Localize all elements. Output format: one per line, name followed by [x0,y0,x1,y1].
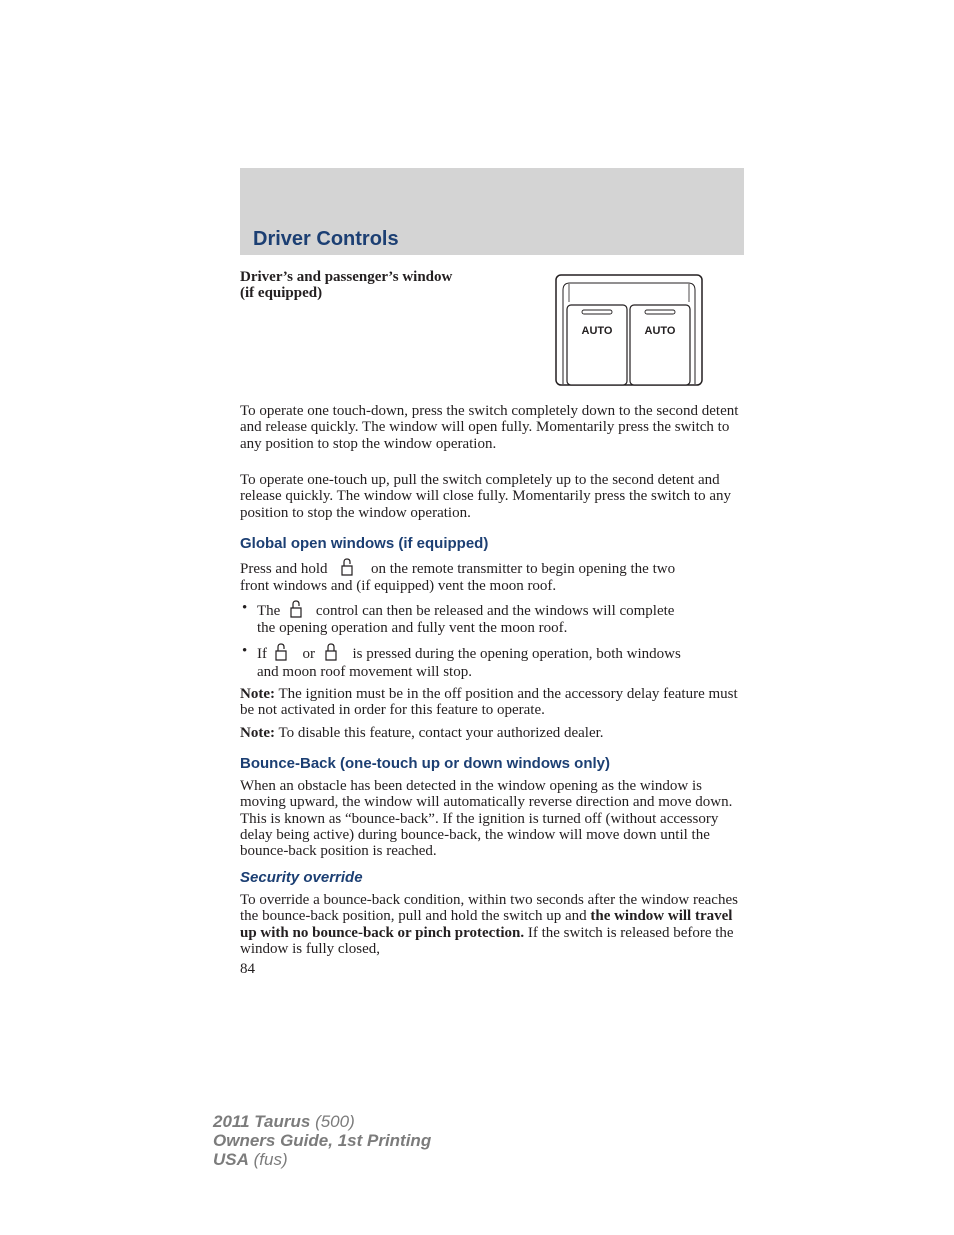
note-label: Note: [240,725,275,741]
footer-line1 [213,1112,431,1131]
bullet1-text-b: control can then be released and the windows will complete [315,603,675,619]
bullet2-or: or [302,646,315,662]
footer-line3 [213,1150,431,1169]
footer-market-code: (fus) [253,1150,288,1169]
unlock-icon [337,558,357,576]
note-label: Note: [240,686,275,702]
bullet-dot: • [242,643,248,659]
auto-label-left: AUTO [581,325,613,337]
footer-market: USA [213,1150,249,1169]
global-open-heading: Global open windows (if equipped) [240,535,489,552]
window-heading [240,269,510,301]
bounce-back-heading: Bounce-Back (one-touch up or down windows only) [240,755,610,772]
bounce-back-paragraph: When an obstacle has been detected in the window opening as the window is moving upward, the window will automatically reverse direction and move down. This is known as “bounce-back”. If the ignition is turned off (without accessory delay being active) during bounce-back, the window will move down until the bounce-back position is reached. [240,778,733,860]
unlock-icon [271,643,291,661]
note1-paragraph [240,686,744,719]
one-touch-up-paragraph: To operate one-touch up, pull the switch completely up to the second detent and release quickly. The window will close fully. Momentarily press the switch to any position to stop the window operation. [240,472,732,521]
security-text-bold: the window will travel up with no bounce-back or pinch protection. [240,908,733,941]
footer-guide: Owners Guide, 1st Printing [213,1131,432,1150]
window-switch-illustration [555,274,703,386]
bullet2-line2: and moon roof movement will stop. [257,664,472,680]
one-touch-down-paragraph: To operate one touch-down, press the switch completely down to the second detent and release quickly. The window will open fully. Momentarily press the switch to any position to stop the window operation. [240,403,739,452]
bullet-dot: • [242,600,248,616]
bullet2-text-b: is pressed during the opening operation, both windows [352,646,681,662]
global-open-line1 [240,558,675,578]
note2-text: To disable this feature, contact your authorized dealer. [278,725,604,741]
security-text-a: To override a bounce-back condition, within two seconds after the window reaches the bounce-back position, pull and hold the switch up and [240,892,738,925]
security-text-b: If the switch is released before the window is fully closed, [240,924,734,957]
bullet1-line2: the opening operation and fully vent the moon roof. [257,620,568,636]
page-number: 84 [240,961,255,977]
bullet2-line1 [257,643,681,663]
bullet1-text-a: The [257,603,281,619]
lock-icon [321,643,341,661]
note1-text: The ignition must be in the off position and the accessory delay feature must be not activated in order for this feature to operate. [240,686,738,719]
auto-label-right: AUTO [644,325,676,337]
section-title: Driver Controls [253,228,399,250]
global-open-text-b: on the remote transmitter to begin opening the two [371,561,676,577]
note2-paragraph [240,725,744,741]
bullet1-line1 [257,600,674,620]
security-override-paragraph [240,892,744,957]
footer-line2 [213,1131,431,1150]
window-heading-line2: (if equipped) [240,285,323,301]
bullet2-text-a: If [257,646,267,662]
footer [213,1112,431,1169]
security-override-heading: Security override [240,869,363,886]
global-open-text-a: Press and hold [240,561,328,577]
footer-model-code: (500) [315,1112,355,1131]
window-heading-line1: Driver’s and passenger’s window [240,269,453,285]
footer-model: 2011 Taurus [213,1112,311,1131]
global-open-line2: front windows and (if equipped) vent the moon roof. [240,578,557,594]
unlock-icon [286,600,306,618]
